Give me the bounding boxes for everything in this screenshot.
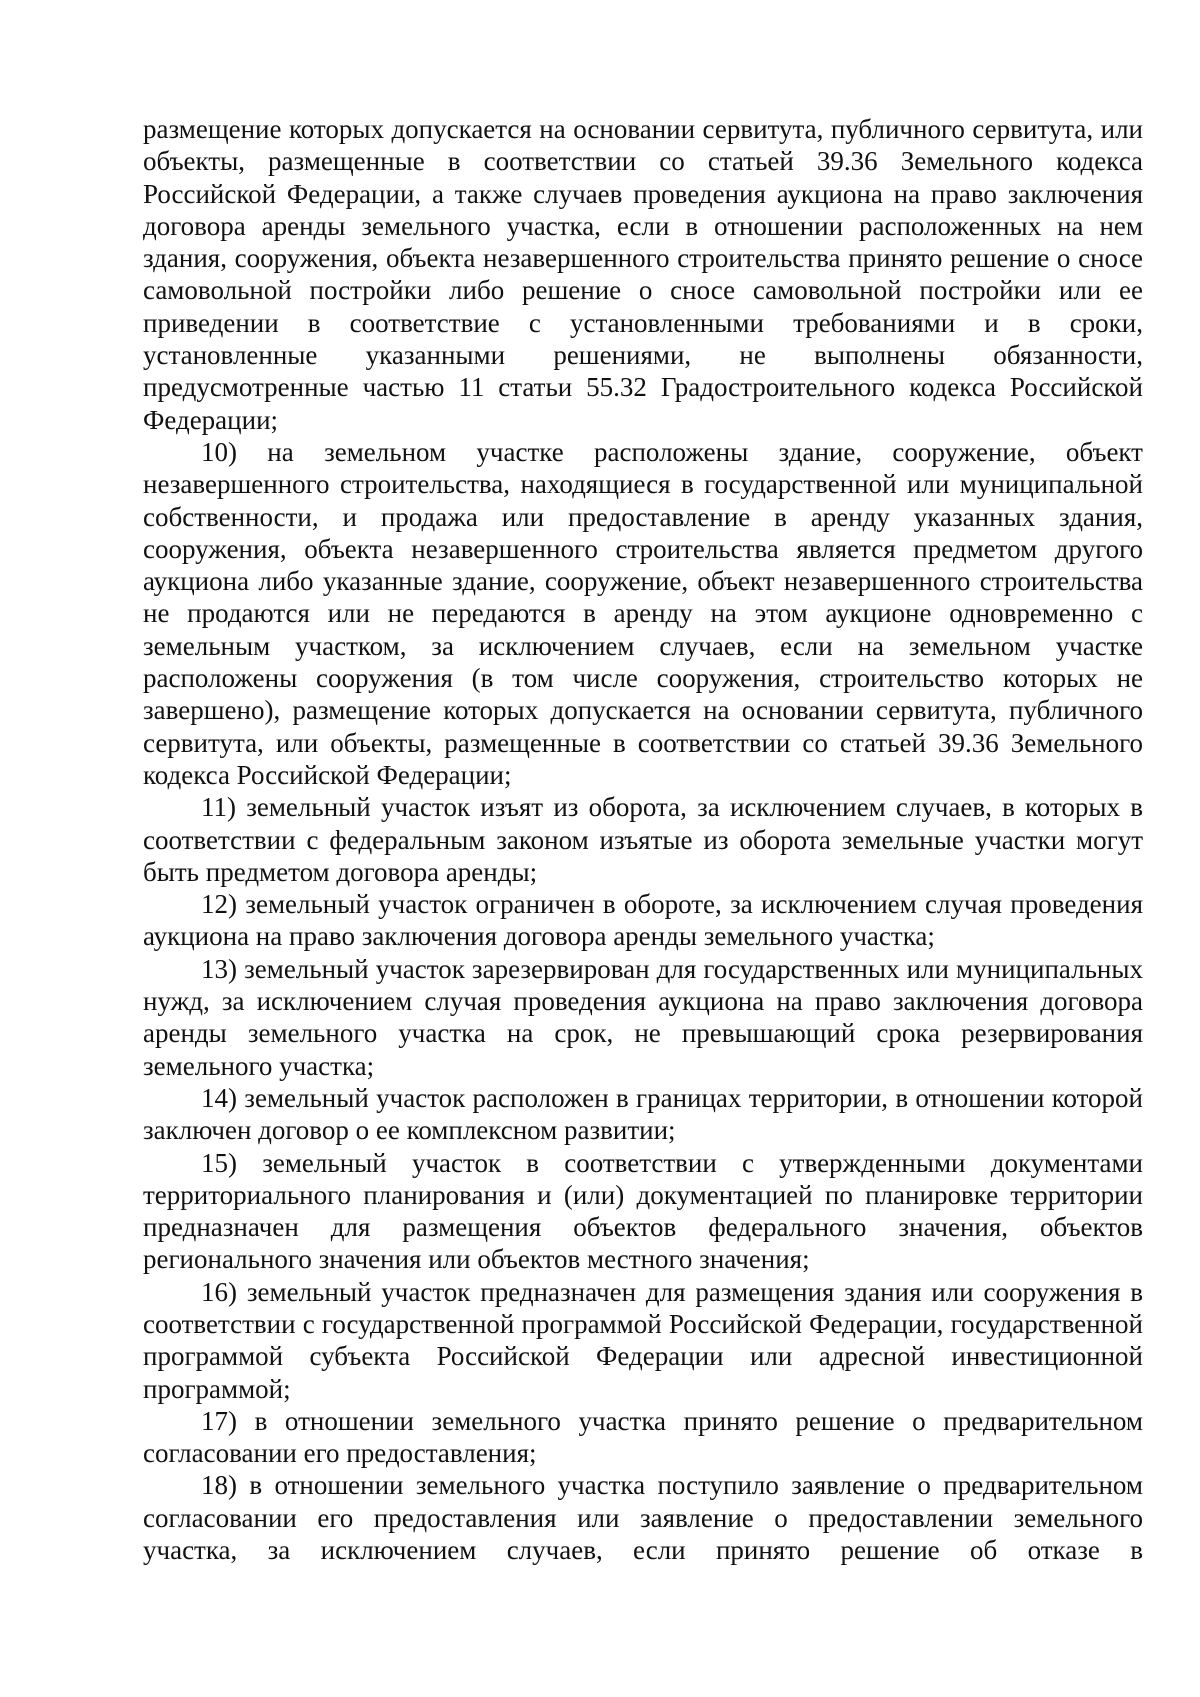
paragraph-item-17: 17) в отношении земельного участка принято решение о предварительном согласовании его предоставления; bbox=[143, 1405, 1143, 1469]
paragraph-item-13: 13) земельный участок зарезервирован для государственных или муниципальных нужд, за исключением случая проведения аукциона на право заключения договора аренды земельного участка на срок, не превышающий срока резервирования земельного участка; bbox=[143, 953, 1143, 1081]
paragraph-item-15: 15) земельный участок в соответствии с утвержденными документами территориального планирования и (или) документацией по планировке территории предназначен для размещения объектов федерального значения, объектов регионального значения или объектов местного значения; bbox=[143, 1147, 1143, 1275]
paragraph-item-18: 18) в отношении земельного участка поступило заявление о предварительном согласовании его предоставления или заявление о предоставлении земельного участка, за исключением случаев, если принято решение об отказе в bbox=[143, 1470, 1143, 1566]
paragraph-item-11: 11) земельный участок изъят из оборота, за исключением случаев, в которых в соответствии с федеральным законом изъятые из оборота земельные участки могут быть предметом договора аренды; bbox=[143, 792, 1143, 887]
paragraph-item-10: 10) на земельном участке расположены здание, сооружение, объект незавершенного строительства, находящиеся в государственной или муниципальной собственности, и продажа или предоставление в аренду указанных здания, сооружения, объекта незавершенного строительства является предметом другого аукциона либо указанные здание, сооружение, объект незавершенного строительства не продаются или не передаются в аренду на этом аукционе одновременно с земельным участком, за исключением случаев, если на земельном участке расположены сооружения (в том числе сооружения, строительство которых не завершено), размещение которых допускается на основании сервитута, публичного сервитута, или объекты, размещенные в соответствии со статьей 39.36 Земельного кодекса Российской Федерации; bbox=[143, 436, 1143, 790]
paragraph-item-12: 12) земельный участок ограничен в обороте, за исключением случая проведения аукциона на право заключения договора аренды земельного участка; bbox=[143, 889, 1143, 952]
paragraph-item-16: 16) земельный участок предназначен для размещения здания или сооружения в соответствии с государственной программой Российской Федерации, государственной программой субъекта Российской Федерации или адресной инвестиционной программой; bbox=[143, 1276, 1143, 1404]
paragraph-continuation: размещение которых допускается на основании сервитута, публичного сервитута, или объекты, размещенные в соответствии со статьей 39.36 Земельного кодекса Российской Федерации, а также случаев проведения аукциона на право заключения договора аренды земельного участка, если в отношении расположенных на нем здания, сооружения, объекта незавершенного строительства принято решение о сносе самовольной постройки либо решение о сносе самовольной постройки или ее приведении в соответствие с установленными требованиями и в сроки, установленные указанными решениями, не выполнены обязанности, предусмотренные частью 11 статьи 55.32 Градостроительного кодекса Российской Федерации; bbox=[143, 114, 1143, 435]
document-body bbox=[143, 113, 1143, 1566]
paragraph-item-14: 14) земельный участок расположен в границах территории, в отношении которой заключен договор о ее комплексном развитии; bbox=[143, 1082, 1143, 1146]
